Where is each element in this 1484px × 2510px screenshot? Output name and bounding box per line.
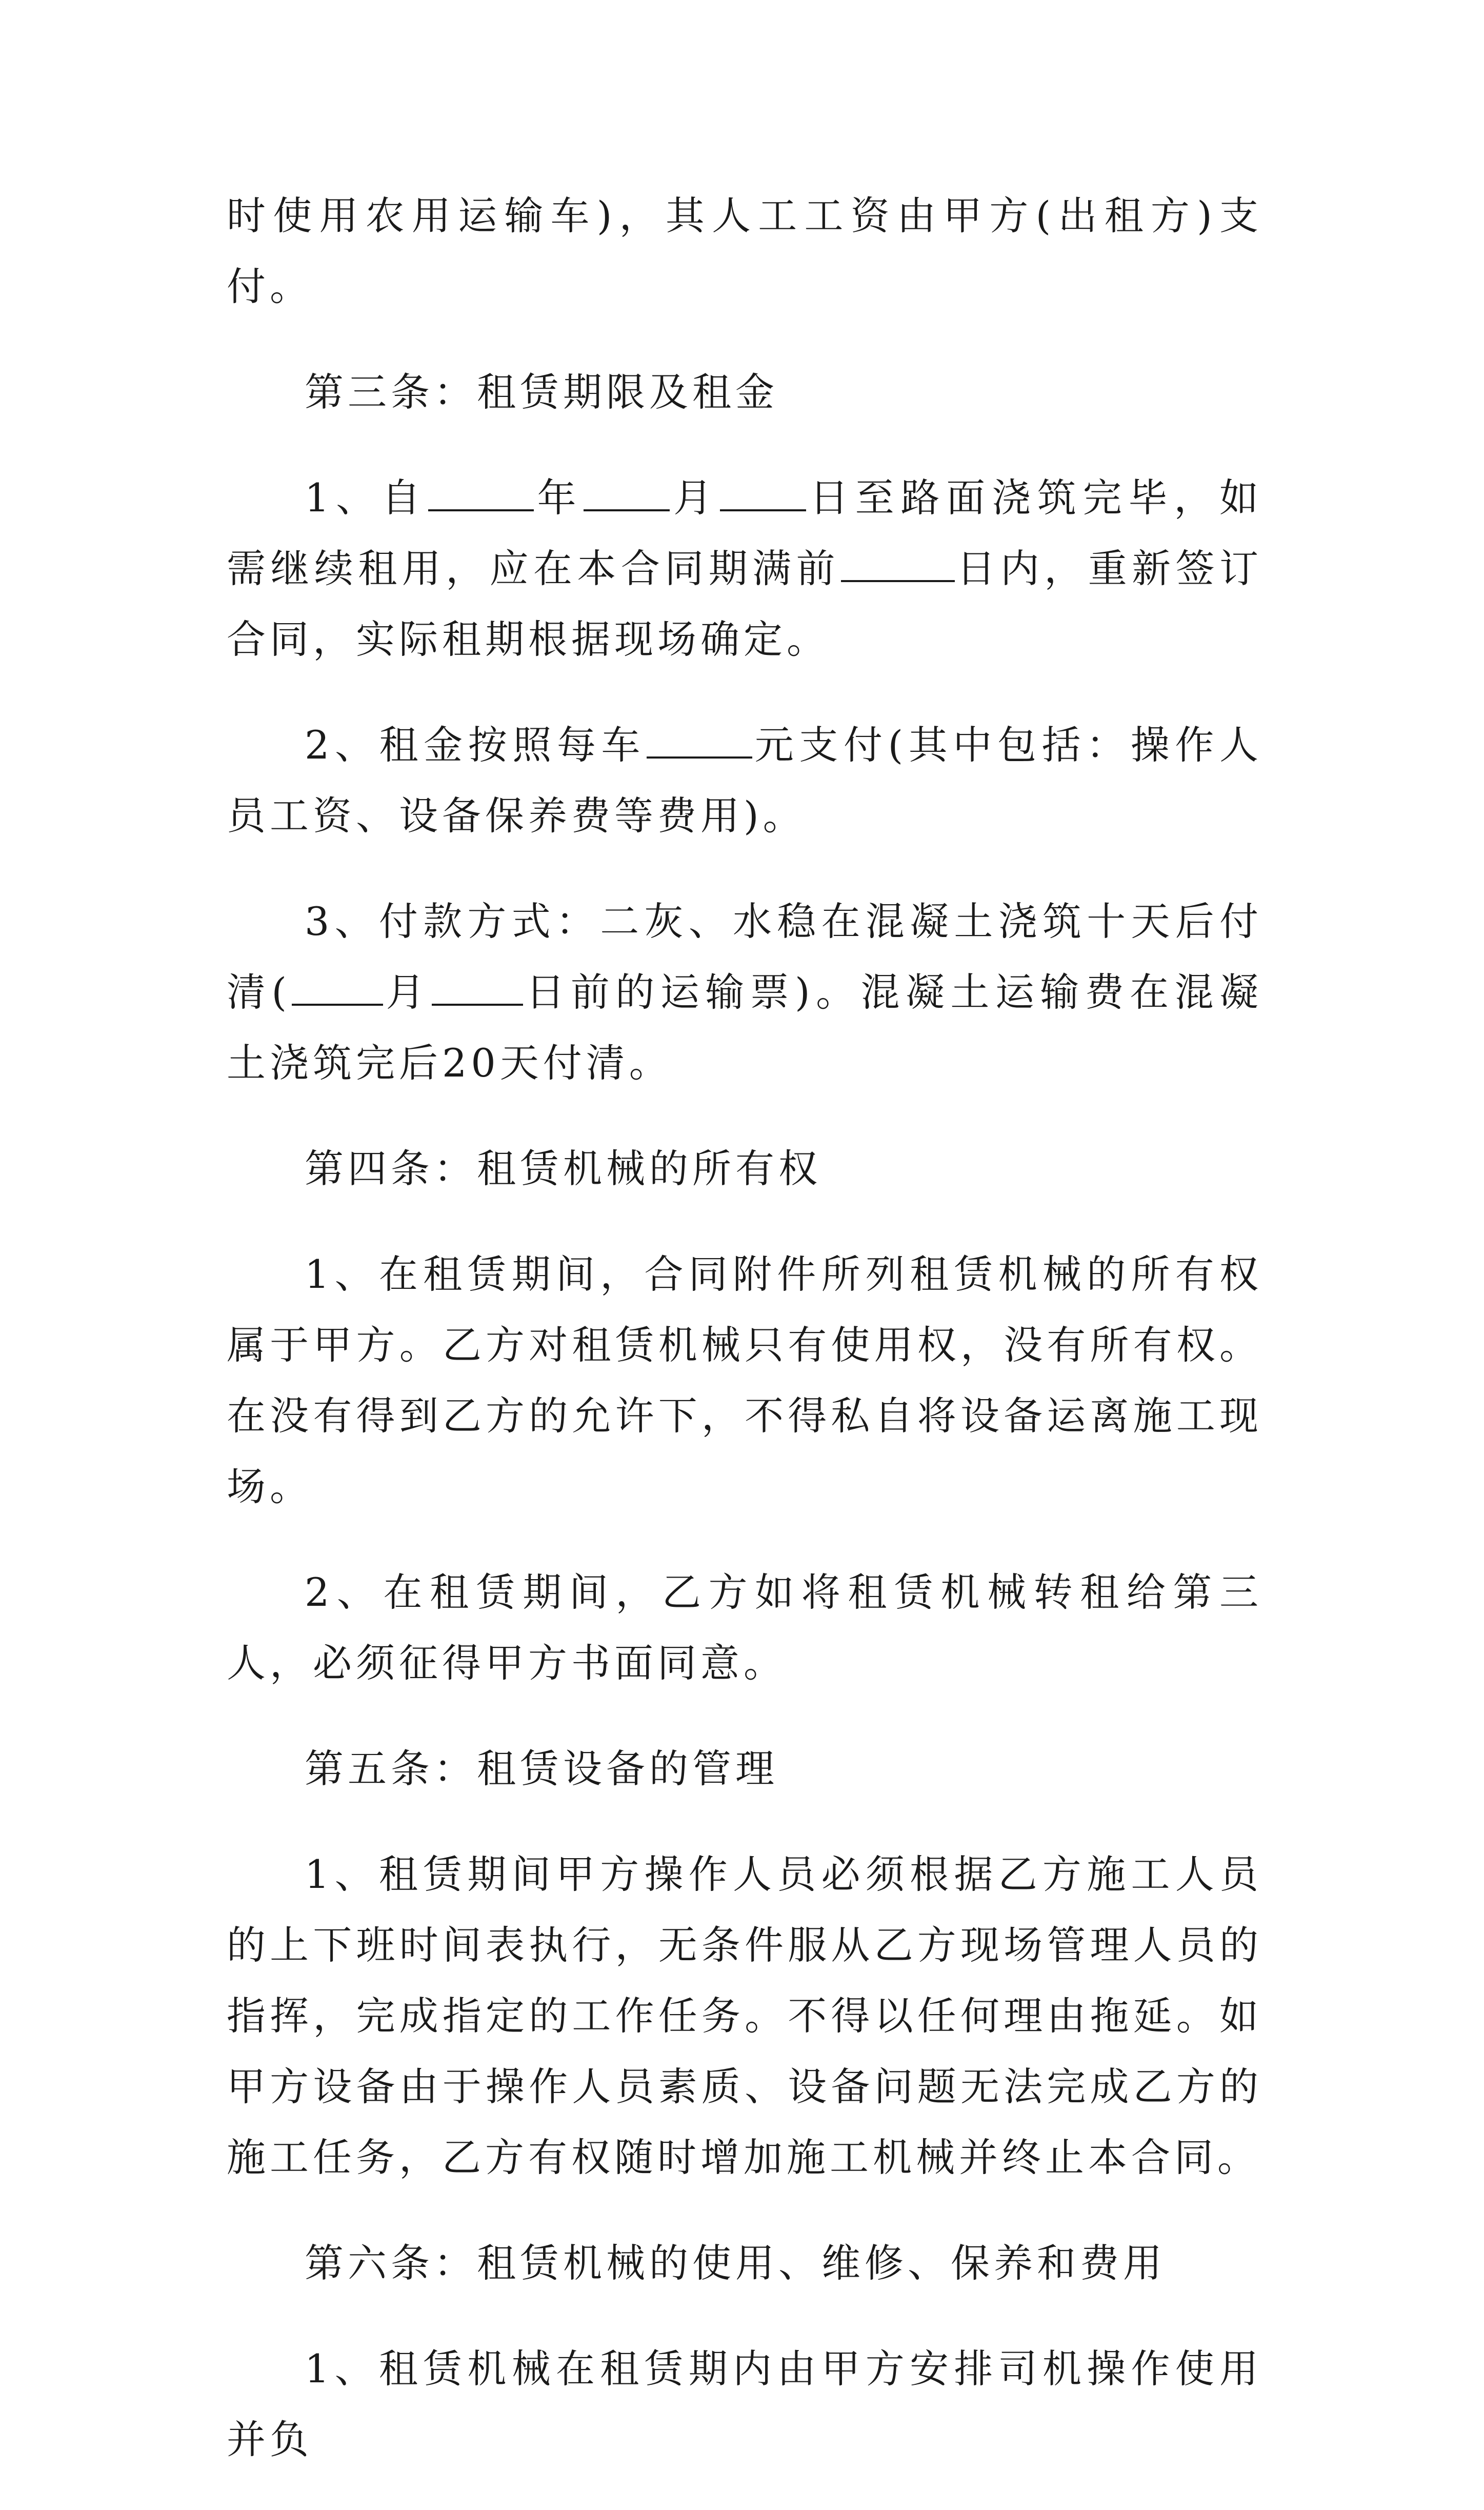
clause-text: 1、自 [305, 475, 427, 521]
article-4-clause-2 [227, 1557, 1262, 1699]
year-blank [428, 473, 534, 511]
clause-text: 1、租赁机械在租赁期内由甲方安排司机操作使用并负 [227, 2346, 1262, 2462]
clause-text: 元支付(其中包括：操作人员工资、设备保养费等费用)。 [227, 722, 1262, 839]
month-blank [292, 968, 383, 1006]
article-3-clause-2 [227, 710, 1262, 851]
article-5-clause-1 [227, 1839, 1262, 2193]
document-body [227, 181, 1262, 2510]
article-3-heading [227, 357, 1262, 428]
paragraph-text: 时使用农用运输车)，其人工工资由甲方(出租方)支付。 [227, 193, 1262, 309]
day-blank [720, 473, 806, 511]
clause-text: 月 [671, 475, 719, 521]
clause-text: 1、在租赁期间，合同附件所列租赁机械的所有权属于甲方。乙方对租赁机械只有使用权，没有所有权。在没有得到乙方的允许下，不得私自将设备运离施工现场。 [227, 1251, 1262, 1509]
paragraph-continuation [227, 181, 1262, 322]
clause-text: 日至路面浇筑完毕，如需继续租用，应在本合同期满前 [227, 475, 1263, 591]
month-blank [584, 473, 670, 511]
clause-text: 3、付款方式：二灰、水稳在混凝土浇筑十天后付清( [227, 899, 1262, 1015]
clause-text: 2、在租赁期间，乙方如将租赁机械转租给第三人，必须征得甲方书面同意。 [227, 1569, 1262, 1686]
clause-text: 2、租金按照每车 [305, 722, 646, 768]
heading-text: 第五条：租赁设备的管理 [305, 1746, 778, 1791]
article-3-clause-1 [227, 463, 1262, 675]
article-4-clause-1 [227, 1239, 1262, 1522]
article-5-heading [227, 1734, 1262, 1804]
heading-text: 第四条：租赁机械的所有权 [305, 1146, 821, 1191]
clause-text: 1、租赁期间甲方操作人员必须根据乙方施工人员的上下班时间表执行，无条件服从乙方现场管理人员的指挥，完成指定的工作任务。不得以任何理由拖延。如甲方设备由于操作人员素质、设备问题无法完成乙方的施工任务，乙方有权随时增加施工机械并终止本合同。 [227, 1851, 1262, 2180]
heading-text: 第六条：租赁机械的使用、维修、保养和费用 [305, 2240, 1166, 2286]
article-6-clause-1 [227, 2334, 1262, 2475]
article-6-heading [227, 2228, 1262, 2299]
day-blank [432, 968, 523, 1006]
article-3-clause-3 [227, 886, 1262, 1099]
clause-text: 日前的运输票)。混凝土运输费在混凝土浇筑完后20天付清。 [227, 969, 1263, 1086]
heading-text: 第三条：租赁期限及租金 [305, 369, 778, 415]
article-4-heading [227, 1133, 1262, 1204]
clause-text: 年 [534, 475, 583, 521]
amount-blank [647, 721, 752, 759]
days-blank [841, 544, 955, 582]
clause-text: 日内，重新签订合同，实际租期根据现场确定。 [227, 546, 1262, 662]
clause-text: 月 [384, 969, 431, 1015]
